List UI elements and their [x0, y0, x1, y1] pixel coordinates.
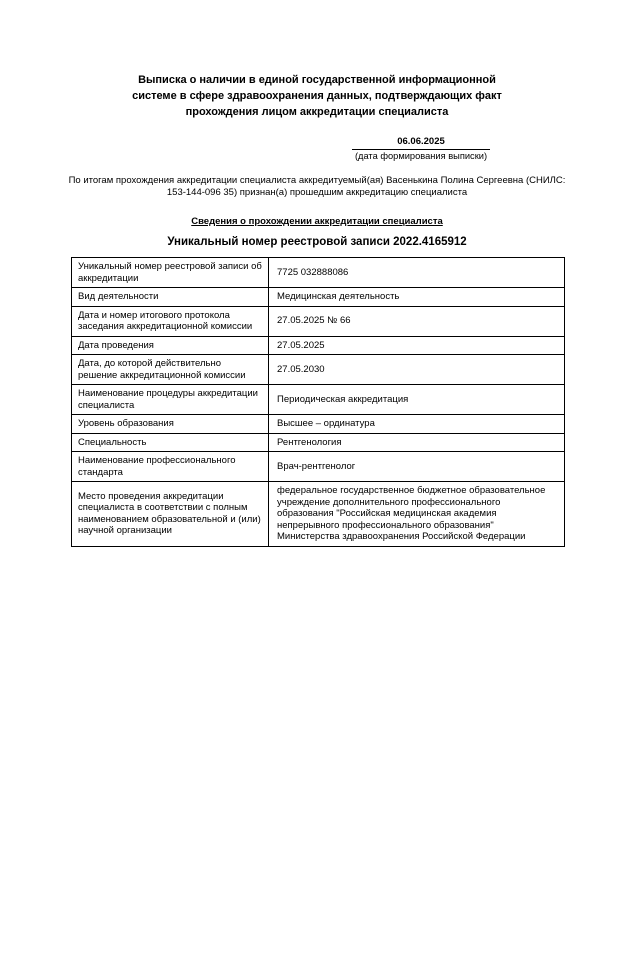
row-value: Врач-рентгенолог: [269, 452, 565, 482]
row-label: Дата проведения: [72, 336, 269, 355]
row-value: 27.05.2030: [269, 355, 565, 385]
row-value: Медицинская деятельность: [269, 288, 565, 307]
row-value: Высшее – ординатура: [269, 415, 565, 434]
table-row: [72, 482, 565, 547]
row-value: 27.05.2025 № 66: [269, 306, 565, 336]
table-row: [72, 355, 565, 385]
document-title: [0, 72, 634, 120]
extract-date-caption: (дата формирования выписки): [354, 151, 488, 161]
row-label: Специальность: [72, 433, 269, 452]
table-row: [72, 452, 565, 482]
row-label: Наименование процедуры аккредитации специалиста: [72, 385, 269, 415]
document-title-line: системе в сфере здравоохранения данных, подтверждающих факт: [132, 90, 502, 102]
registry-number-heading: Уникальный номер реестровой записи 2022.4165912: [167, 236, 467, 248]
row-value: федеральное государственное бюджетное образовательное учреждение дополнительного профессионального образования "Российская медицинская академия непрерывного профессионального образования" Министерства здравоохранения Российской Федерации: [269, 482, 565, 547]
extract-date-block: [352, 136, 490, 161]
section-heading: Сведения о прохождении аккредитации специалиста: [191, 216, 443, 227]
table-row: [72, 415, 565, 434]
row-value: 7725 032888086: [269, 258, 565, 288]
row-value: Рентгенология: [269, 433, 565, 452]
row-label: Уровень образования: [72, 415, 269, 434]
row-value: Периодическая аккредитация: [269, 385, 565, 415]
table-row: [72, 336, 565, 355]
row-label: Место проведения аккредитации специалиста в соответствии с полным наименованием образовательной и (или) научной организации: [72, 482, 269, 547]
row-label: Дата и номер итогового протокола заседания аккредитационной комиссии: [72, 306, 269, 336]
document-page: [0, 72, 634, 974]
intro-paragraph: По итогам прохождения аккредитации специалиста аккредитуемый(ая) Васенькина Полина Сергеевна (СНИЛС: 153-144-096 35) признан(а) прошедшим аккредитацию специалиста: [68, 175, 566, 198]
row-label: Наименование профессионального стандарта: [72, 452, 269, 482]
accreditation-table: [71, 257, 565, 547]
document-title-line: прохождения лицом аккредитации специалиста: [185, 106, 449, 118]
row-label: Уникальный номер реестровой записи об аккредитации: [72, 258, 269, 288]
table-row: [72, 306, 565, 336]
row-label: Вид деятельности: [72, 288, 269, 307]
extract-date: 06.06.2025: [352, 136, 490, 150]
table-row: [72, 288, 565, 307]
row-label: Дата, до которой действительно решение аккредитационной комиссии: [72, 355, 269, 385]
table-row: [72, 433, 565, 452]
table-row: [72, 258, 565, 288]
row-value: 27.05.2025: [269, 336, 565, 355]
document-title-line: Выписка о наличии в единой государственной информационной: [138, 74, 496, 86]
table-row: [72, 385, 565, 415]
